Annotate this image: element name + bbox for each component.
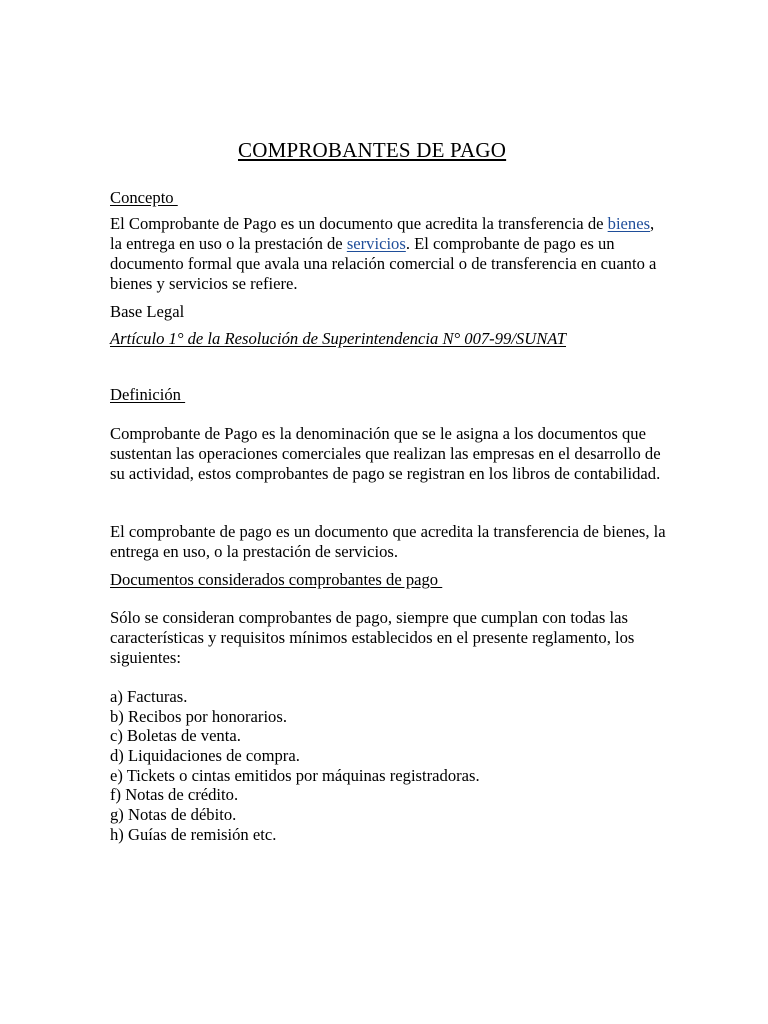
list-item: g) Notas de débito. <box>110 805 237 825</box>
documentos-list <box>110 687 670 845</box>
list-item: d) Liquidaciones de compra. <box>110 746 300 766</box>
concepto-heading: Concepto <box>110 188 178 207</box>
bienes-link[interactable]: bienes <box>607 214 651 233</box>
definicion-paragraph-1: Comprobante de Pago es la denominación que se le asigna a los documentos que sustentan las operaciones comerciales que realizan las empresas en el desarrollo de su actividad, estos comprobantes de pago se registran en los libros de contabilidad. <box>110 424 661 483</box>
list-item: a) Facturas. <box>110 687 188 706</box>
definicion-paragraph-2: El comprobante de pago es un documento que acredita la transferencia de bienes, la entrega en uso, o la prestación de servicios. <box>110 522 666 561</box>
documentos-heading: Documentos considerados comprobantes de pago <box>110 570 443 589</box>
concepto-text-2: , la entrega en uso o la prestación de <box>110 214 655 253</box>
list-item: c) Boletas de venta. <box>110 726 241 746</box>
list-item: h) Guías de remisión etc. <box>110 824 277 844</box>
document-title: COMPROBANTES DE PAGO <box>238 138 507 162</box>
concepto-paragraph <box>110 214 670 294</box>
documentos-intro: Sólo se consideran comprobantes de pago, siempre que cumplan con todas las características y requisitos mínimos establecidos en el presente reglamento, los siguientes: <box>110 608 635 667</box>
concepto-text-3: . El comprobante de pago es un documento formal que avala una relación comercial o de transferencia en cuanto a bienes y servicios se refiere. <box>110 234 657 293</box>
list-item: b) Recibos por honorarios. <box>110 706 287 726</box>
definicion-heading: Definición <box>110 385 186 404</box>
list-item: e) Tickets o cintas emitidos por máquinas registradoras. <box>110 765 480 785</box>
base-legal-reference-text: Artículo 1° de la Resolución de Superintendencia N° 007-99/SUNAT <box>110 329 567 348</box>
servicios-link[interactable]: servicios <box>346 234 406 253</box>
concepto-text-1: El Comprobante de Pago es un documento que acredita la transferencia de <box>110 214 608 233</box>
base-legal-reference <box>110 329 670 349</box>
base-legal-label: Base Legal <box>110 302 185 321</box>
list-item: f) Notas de crédito. <box>110 785 239 805</box>
